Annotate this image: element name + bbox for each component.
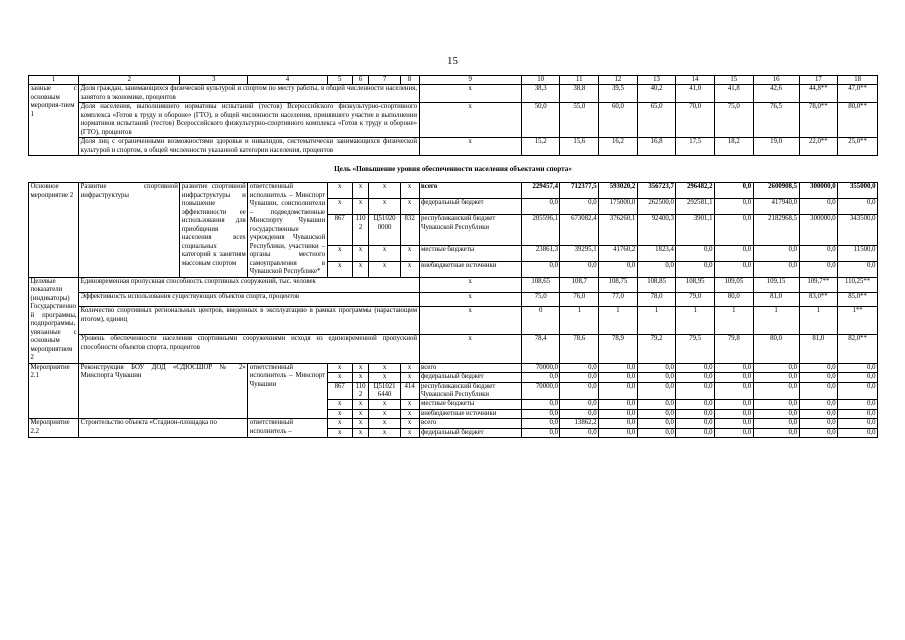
indicator-value: 1 bbox=[676, 307, 715, 335]
column-number: 15 bbox=[714, 76, 753, 85]
indicator-value: 1 bbox=[637, 307, 676, 335]
funding-value: 0,0 bbox=[714, 428, 753, 437]
funding-value: 0,0 bbox=[714, 409, 753, 418]
indicator-source-mark: x bbox=[419, 85, 521, 103]
indicator-value: 38,8 bbox=[560, 85, 599, 103]
indicator-value: 80,0 bbox=[714, 292, 753, 307]
indicator-value: 0 bbox=[521, 307, 560, 335]
funding-value: 0,0 bbox=[838, 199, 878, 215]
funding-value: 0,0 bbox=[560, 428, 599, 437]
funding-value: 0,0 bbox=[521, 428, 560, 437]
indicator-value: 108,95 bbox=[676, 277, 715, 292]
indicator-row bbox=[29, 307, 878, 335]
indicator-value: 79,2 bbox=[637, 335, 676, 363]
budget-code: x bbox=[327, 400, 352, 409]
indicator-value: 15,2 bbox=[521, 138, 560, 156]
funding-value: 0,0 bbox=[521, 409, 560, 418]
budget-code: x bbox=[352, 245, 369, 261]
funding-value: 0,0 bbox=[799, 400, 838, 409]
funding-value: 1823,4 bbox=[637, 245, 676, 261]
indicator-row bbox=[29, 277, 878, 292]
funding-value: 300000,0 bbox=[799, 183, 838, 199]
funding-source: федеральный бюджет bbox=[419, 199, 521, 215]
indicator-value: 78,6 bbox=[560, 335, 599, 363]
funding-value: 0,0 bbox=[753, 428, 799, 437]
budget-code: x bbox=[352, 183, 369, 199]
indicator-value: 41,8 bbox=[714, 85, 753, 103]
budget-code: Ц51021 6440 bbox=[369, 382, 400, 400]
funding-value: 0,0 bbox=[676, 245, 715, 261]
indicator-source-mark: x bbox=[419, 103, 521, 138]
column-number: 2 bbox=[79, 76, 180, 85]
funding-value: 0,0 bbox=[560, 261, 599, 277]
indicator-value: 75,0 bbox=[521, 292, 560, 307]
funding-value: 0,0 bbox=[714, 373, 753, 382]
funding-value: 23861,3 bbox=[521, 245, 560, 261]
funding-value: 0,0 bbox=[753, 382, 799, 400]
funding-value: 0,0 bbox=[676, 261, 715, 277]
budget-code: x bbox=[369, 373, 400, 382]
indicator-value: 109,05 bbox=[714, 277, 753, 292]
funding-value: 0,0 bbox=[714, 183, 753, 199]
indicator-value: 108,65 bbox=[521, 277, 560, 292]
column-number: 12 bbox=[599, 76, 638, 85]
budget-code: x bbox=[327, 373, 352, 382]
funding-value: 0,0 bbox=[637, 363, 676, 372]
funding-value: 0,0 bbox=[799, 428, 838, 437]
indicator-row bbox=[29, 138, 878, 156]
event-label: Мероприятие 2.1 bbox=[29, 363, 79, 419]
funding-row bbox=[29, 363, 878, 372]
budget-code: x bbox=[352, 400, 369, 409]
event-name: Развитие спортивной инфраструктуры bbox=[79, 183, 180, 277]
budget-code: x bbox=[400, 428, 419, 437]
funding-value: 0,0 bbox=[714, 363, 753, 372]
indicator-value: 82,0** bbox=[838, 335, 878, 363]
funding-value: 0,0 bbox=[521, 400, 560, 409]
column-number: 11 bbox=[560, 76, 599, 85]
budget-code: x bbox=[352, 373, 369, 382]
budget-code: x bbox=[369, 400, 400, 409]
funding-source: внебюджетные источники bbox=[419, 261, 521, 277]
indicator-value: 50,0 bbox=[521, 103, 560, 138]
column-number: 17 bbox=[799, 76, 838, 85]
indicator-row bbox=[29, 103, 878, 138]
funding-value: 0,0 bbox=[799, 199, 838, 215]
column-number: 6 bbox=[352, 76, 369, 85]
budget-code: x bbox=[327, 261, 352, 277]
indicator-value: 78,0 bbox=[637, 292, 676, 307]
indicator-value: 25,0** bbox=[838, 138, 878, 156]
funding-value: 0,0 bbox=[838, 373, 878, 382]
funding-value: 70000,0 bbox=[521, 363, 560, 372]
indicator-value: 78,9 bbox=[599, 335, 638, 363]
indicator-value: 75,0 bbox=[714, 103, 753, 138]
indicator-source-mark: x bbox=[419, 307, 521, 335]
budget-code: x bbox=[352, 199, 369, 215]
indicator-value: 16,2 bbox=[599, 138, 638, 156]
event-executor: ответственный исполнитель – bbox=[248, 419, 327, 438]
funding-value: 0,0 bbox=[753, 261, 799, 277]
funding-value: 0,0 bbox=[714, 215, 753, 245]
funding-value: 0,0 bbox=[753, 363, 799, 372]
budget-code: x bbox=[369, 199, 400, 215]
funding-value: 343500,0 bbox=[838, 215, 878, 245]
budget-code: x bbox=[327, 183, 352, 199]
funding-value: 0,0 bbox=[599, 428, 638, 437]
funding-value: 0,0 bbox=[838, 419, 878, 428]
indicator-source-mark: x bbox=[419, 277, 521, 292]
indicator-value: 108,7 bbox=[560, 277, 599, 292]
indicator-value: 76,0 bbox=[560, 292, 599, 307]
funding-value: 0,0 bbox=[521, 199, 560, 215]
budget-code: x bbox=[369, 419, 400, 428]
budget-code: x bbox=[369, 428, 400, 437]
funding-value: 0,0 bbox=[799, 261, 838, 277]
indicator-value: 85,0** bbox=[838, 292, 878, 307]
funding-value: 70000,0 bbox=[521, 382, 560, 400]
funding-value: 0,0 bbox=[676, 373, 715, 382]
budget-code: 832 bbox=[400, 215, 419, 245]
funding-value: 0,0 bbox=[799, 245, 838, 261]
indicator-value: 65,0 bbox=[637, 103, 676, 138]
indicator-text: Эффективность использования существующих объектов спорта, процентов bbox=[79, 292, 419, 307]
indicator-value: 18,2 bbox=[714, 138, 753, 156]
funding-value: 417940,0 bbox=[753, 199, 799, 215]
event-label: Мероприятие 2.2 bbox=[29, 419, 79, 438]
budget-code: x bbox=[352, 363, 369, 372]
funding-source: всего bbox=[419, 363, 521, 372]
indicator-value: 77,0 bbox=[599, 292, 638, 307]
column-number: 3 bbox=[180, 76, 248, 85]
funding-value: 0,0 bbox=[521, 373, 560, 382]
page-number: 15 bbox=[447, 55, 458, 67]
funding-value: 0,0 bbox=[714, 261, 753, 277]
program-table-sheet bbox=[28, 75, 878, 438]
column-number: 4 bbox=[248, 76, 327, 85]
indicator-value: 70,0 bbox=[676, 103, 715, 138]
budget-code: x bbox=[400, 409, 419, 418]
indicator-value: 41,0 bbox=[676, 85, 715, 103]
budget-code: x bbox=[327, 199, 352, 215]
funding-value: 673082,4 bbox=[560, 215, 599, 245]
funding-value: 11500,0 bbox=[838, 245, 878, 261]
target-indicators-label: Целевые показатели (индикаторы) Государственной программы, подпрограммы, увязанные с основным мероприятием 2 bbox=[30, 277, 77, 362]
indicator-value: 40,2 bbox=[637, 85, 676, 103]
budget-code: x bbox=[400, 400, 419, 409]
funding-value: 0,0 bbox=[753, 409, 799, 418]
funding-value: 593020,2 bbox=[599, 183, 638, 199]
funding-value: 0,0 bbox=[676, 419, 715, 428]
budget-code: 414 bbox=[400, 382, 419, 400]
funding-value: 13862,2 bbox=[560, 419, 599, 428]
funding-value: 0,0 bbox=[599, 261, 638, 277]
funding-value: 0,0 bbox=[714, 245, 753, 261]
funding-value: 175000,0 bbox=[599, 199, 638, 215]
budget-code: x bbox=[327, 363, 352, 372]
indicator-value: 47,0** bbox=[838, 85, 878, 103]
indicator-value: 39,5 bbox=[599, 85, 638, 103]
event-executor: ответственный исполнитель – Минспорт Чувашии bbox=[248, 363, 327, 419]
funding-value: 0,0 bbox=[676, 400, 715, 409]
column-number: 14 bbox=[676, 76, 715, 85]
column-number-row bbox=[29, 76, 878, 85]
column-number: 18 bbox=[838, 76, 878, 85]
funding-value: 0,0 bbox=[753, 245, 799, 261]
funding-value: 0,0 bbox=[714, 419, 753, 428]
indicator-value: 55,0 bbox=[560, 103, 599, 138]
budget-code: Ц51020 0000 bbox=[369, 215, 400, 245]
column-number: 13 bbox=[637, 76, 676, 85]
indicator-value: 76,5 bbox=[753, 103, 799, 138]
indicator-value: 1 bbox=[714, 307, 753, 335]
funding-value: 0,0 bbox=[637, 261, 676, 277]
indicator-value: 42,6 bbox=[753, 85, 799, 103]
indicator-value: 108,75 bbox=[599, 277, 638, 292]
funding-source: федеральный бюджет bbox=[419, 373, 521, 382]
indicator-text: Единовременная пропускная способность спортивных сооружений, тыс. человек bbox=[79, 277, 419, 292]
indicator-value: 81,0 bbox=[753, 292, 799, 307]
funding-value: 41760,2 bbox=[599, 245, 638, 261]
column-number: 16 bbox=[753, 76, 799, 85]
funding-source: местные бюджеты bbox=[419, 400, 521, 409]
indicator-value: 78,4 bbox=[521, 335, 560, 363]
indicator-value: 79,5 bbox=[676, 335, 715, 363]
funding-value: 0,0 bbox=[599, 382, 638, 400]
funding-value: 0,0 bbox=[753, 400, 799, 409]
goal-title: Цель «Повышение уровня обеспеченности населения объектами спорта» bbox=[29, 156, 878, 183]
funding-value: 0,0 bbox=[714, 400, 753, 409]
funding-value: 205596,1 bbox=[521, 215, 560, 245]
indicator-value: 17,5 bbox=[676, 138, 715, 156]
funding-value: 0,0 bbox=[799, 409, 838, 418]
budget-code: x bbox=[400, 199, 419, 215]
funding-value: 0,0 bbox=[637, 419, 676, 428]
funding-value: 0,0 bbox=[637, 409, 676, 418]
funding-value: 0,0 bbox=[838, 363, 878, 372]
indicator-value: 1 bbox=[753, 307, 799, 335]
budget-code: x bbox=[400, 363, 419, 372]
budget-code: x bbox=[369, 409, 400, 418]
budget-code: x bbox=[400, 373, 419, 382]
funding-value: 712377,5 bbox=[560, 183, 599, 199]
funding-value: 0,0 bbox=[799, 419, 838, 428]
funding-value: 0,0 bbox=[838, 400, 878, 409]
program-table bbox=[28, 75, 878, 438]
funding-value: 0,0 bbox=[838, 261, 878, 277]
budget-code: x bbox=[400, 419, 419, 428]
funding-value: 0,0 bbox=[560, 382, 599, 400]
event-name: Строительство объекта «Стадион-площадка по bbox=[79, 419, 248, 438]
funding-row bbox=[29, 419, 878, 428]
indicator-value: 80,0 bbox=[753, 335, 799, 363]
event-executor: ответственный исполнитель – Минспорт Чувашии, соисполнители – подведомственные Минспорту Чувашии государственные учреждения Чувашской Республики, участники – органы местного самоуправления в Чувашской Республике* bbox=[249, 183, 326, 276]
indicator-text: Количество спортивных региональных центров, введенных в эксплуатацию в рамках программы (нарастающим итогом), единиц bbox=[79, 307, 419, 335]
funding-value: 0,0 bbox=[560, 363, 599, 372]
funding-value: 0,0 bbox=[560, 373, 599, 382]
funding-value: 2600908,5 bbox=[753, 183, 799, 199]
budget-code: x bbox=[369, 245, 400, 261]
funding-value: 0,0 bbox=[599, 409, 638, 418]
budget-code: x bbox=[400, 245, 419, 261]
funding-value: 0,0 bbox=[799, 382, 838, 400]
budget-code: x bbox=[327, 419, 352, 428]
funding-value: 0,0 bbox=[838, 428, 878, 437]
funding-value: 355000,0 bbox=[838, 183, 878, 199]
indicator-value: 22,0** bbox=[799, 138, 838, 156]
indicator-source-mark: x bbox=[419, 292, 521, 307]
funding-row bbox=[29, 183, 878, 199]
indicator-value: 108,85 bbox=[637, 277, 676, 292]
indicator-value: 1 bbox=[799, 307, 838, 335]
funding-value: 0,0 bbox=[676, 409, 715, 418]
funding-source: местные бюджеты bbox=[419, 245, 521, 261]
indicator-value: 19,0 bbox=[753, 138, 799, 156]
budget-code: x bbox=[327, 428, 352, 437]
indicator-row bbox=[29, 292, 878, 307]
budget-code: x bbox=[327, 245, 352, 261]
indicator-text: Доля лиц с ограниченными возможностями здоровья и инвалидов, систематически занимающихся физической культурой и спортом, в общей численности указанной категории населения, процентов bbox=[80, 138, 418, 154]
indicator-source-mark: x bbox=[419, 335, 521, 363]
indicator-value: 81,0 bbox=[799, 335, 838, 363]
budget-code: x bbox=[369, 363, 400, 372]
funding-value: 0,0 bbox=[599, 419, 638, 428]
funding-value: 0,0 bbox=[560, 199, 599, 215]
funding-value: 39295,1 bbox=[560, 245, 599, 261]
budget-code: x bbox=[369, 261, 400, 277]
funding-value: 229457,4 bbox=[521, 183, 560, 199]
column-number: 5 bbox=[327, 76, 352, 85]
funding-value: 3901,1 bbox=[676, 215, 715, 245]
funding-source: республиканский бюджет Чувашской Республики bbox=[419, 215, 521, 245]
indicator-text: Уровень обеспеченности населения спортивными сооружениями исходя из единовременной пропускной способности объектов спорта, процентов bbox=[79, 335, 419, 363]
funding-value: 0,0 bbox=[676, 428, 715, 437]
budget-code: 1102 bbox=[352, 382, 369, 400]
funding-value: 0,0 bbox=[521, 419, 560, 428]
funding-source: всего bbox=[419, 419, 521, 428]
column-number: 1 bbox=[29, 76, 79, 85]
funding-value: 0,0 bbox=[753, 419, 799, 428]
indicator-value: 44,8** bbox=[799, 85, 838, 103]
funding-value: 0,0 bbox=[599, 363, 638, 372]
indicator-value: 60,0 bbox=[599, 103, 638, 138]
indicator-value: 78,0** bbox=[799, 103, 838, 138]
column-number: 7 bbox=[369, 76, 400, 85]
indicator-value: 109,15 bbox=[753, 277, 799, 292]
budget-code: x bbox=[400, 261, 419, 277]
indicator-text: Доля населения, выполнившего нормативы испытаний (тестов) Всероссийского физкультурно-спортивного комплекса «Готов к труду и обороне» (ГТО), в общей численности населения, принявшего участие в выполнении нормативов испытаний (тестов) Всероссийского физкультурно-спортивного комплекса «Готов к труду и обороне» (ГТО), процентов bbox=[80, 103, 418, 136]
indicator-value: 79,8 bbox=[714, 335, 753, 363]
funding-source: внебюджетные источники bbox=[419, 409, 521, 418]
budget-code: x bbox=[352, 409, 369, 418]
funding-value: 262500,0 bbox=[637, 199, 676, 215]
funding-value: 0,0 bbox=[676, 382, 715, 400]
funding-value: 0,0 bbox=[637, 400, 676, 409]
budget-code: 867 bbox=[327, 215, 352, 245]
indicator-value: 16,8 bbox=[637, 138, 676, 156]
funding-value: 0,0 bbox=[599, 373, 638, 382]
indicator-value: 109,7** bbox=[799, 277, 838, 292]
funding-value: 0,0 bbox=[838, 382, 878, 400]
funding-value: 376260,1 bbox=[599, 215, 638, 245]
indicator-row bbox=[29, 335, 878, 363]
budget-code: 1102 bbox=[352, 215, 369, 245]
funding-value: 0,0 bbox=[676, 363, 715, 372]
funding-source: федеральный бюджет bbox=[419, 428, 521, 437]
budget-code: x bbox=[352, 428, 369, 437]
funding-value: 92400,3 bbox=[637, 215, 676, 245]
indicator-row bbox=[29, 85, 878, 103]
indicator-text: Доля граждан, занимающихся физической культурой и спортом по месту работы, в общей численности населения, занятого в экономике, процентов bbox=[80, 85, 418, 101]
indicator-value: 83,0** bbox=[799, 292, 838, 307]
budget-code: x bbox=[352, 261, 369, 277]
indicator-group-label: занные с основным мероприя-тием 1 bbox=[29, 85, 79, 156]
event-task: развитие спортивной инфраструктуры и повышение эффективности ее использования для приобщения населения всех социальных категорий к занятиям массовым спортом bbox=[180, 183, 248, 277]
funding-value: 0,0 bbox=[560, 400, 599, 409]
funding-value: 0,0 bbox=[560, 409, 599, 418]
indicator-value: 80,0** bbox=[838, 103, 878, 138]
indicator-value: 110,25** bbox=[838, 277, 878, 292]
funding-value: 0,0 bbox=[714, 382, 753, 400]
funding-value: 0,0 bbox=[799, 363, 838, 372]
indicator-value: 1 bbox=[599, 307, 638, 335]
funding-value: 0,0 bbox=[599, 400, 638, 409]
column-number: 8 bbox=[400, 76, 419, 85]
indicator-value: 1 bbox=[560, 307, 599, 335]
funding-value: 292581,1 bbox=[676, 199, 715, 215]
funding-value: 0,0 bbox=[637, 382, 676, 400]
indicator-value: 79,0 bbox=[676, 292, 715, 307]
indicator-value: 38,3 bbox=[521, 85, 560, 103]
budget-code: x bbox=[352, 419, 369, 428]
budget-code: 867 bbox=[327, 382, 352, 400]
funding-value: 0,0 bbox=[838, 409, 878, 418]
column-number: 10 bbox=[521, 76, 560, 85]
funding-value: 356723,7 bbox=[637, 183, 676, 199]
funding-value: 0,0 bbox=[714, 199, 753, 215]
funding-value: 0,0 bbox=[799, 373, 838, 382]
indicator-value: 15,6 bbox=[560, 138, 599, 156]
budget-code: x bbox=[327, 409, 352, 418]
budget-code: x bbox=[400, 183, 419, 199]
indicator-value: 1** bbox=[838, 307, 878, 335]
funding-value: 0,0 bbox=[521, 261, 560, 277]
funding-value: 0,0 bbox=[637, 373, 676, 382]
funding-value: 0,0 bbox=[753, 373, 799, 382]
budget-code: x bbox=[369, 183, 400, 199]
funding-value: 296482,2 bbox=[676, 183, 715, 199]
funding-source: всего bbox=[419, 183, 521, 199]
column-number: 9 bbox=[419, 76, 521, 85]
event-name: Реконструкция БОУ ДОД «СДЮСШОР № 2» Минспорта Чувашии bbox=[79, 363, 248, 419]
funding-value: 300000,0 bbox=[799, 215, 838, 245]
funding-value: 0,0 bbox=[637, 428, 676, 437]
indicator-source-mark: x bbox=[419, 138, 521, 156]
funding-value: 2182968,5 bbox=[753, 215, 799, 245]
goal-row bbox=[29, 156, 878, 183]
funding-source: республиканский бюджет Чувашской Республики bbox=[419, 382, 521, 400]
event-label: Основное мероприятие 2 bbox=[29, 183, 79, 277]
